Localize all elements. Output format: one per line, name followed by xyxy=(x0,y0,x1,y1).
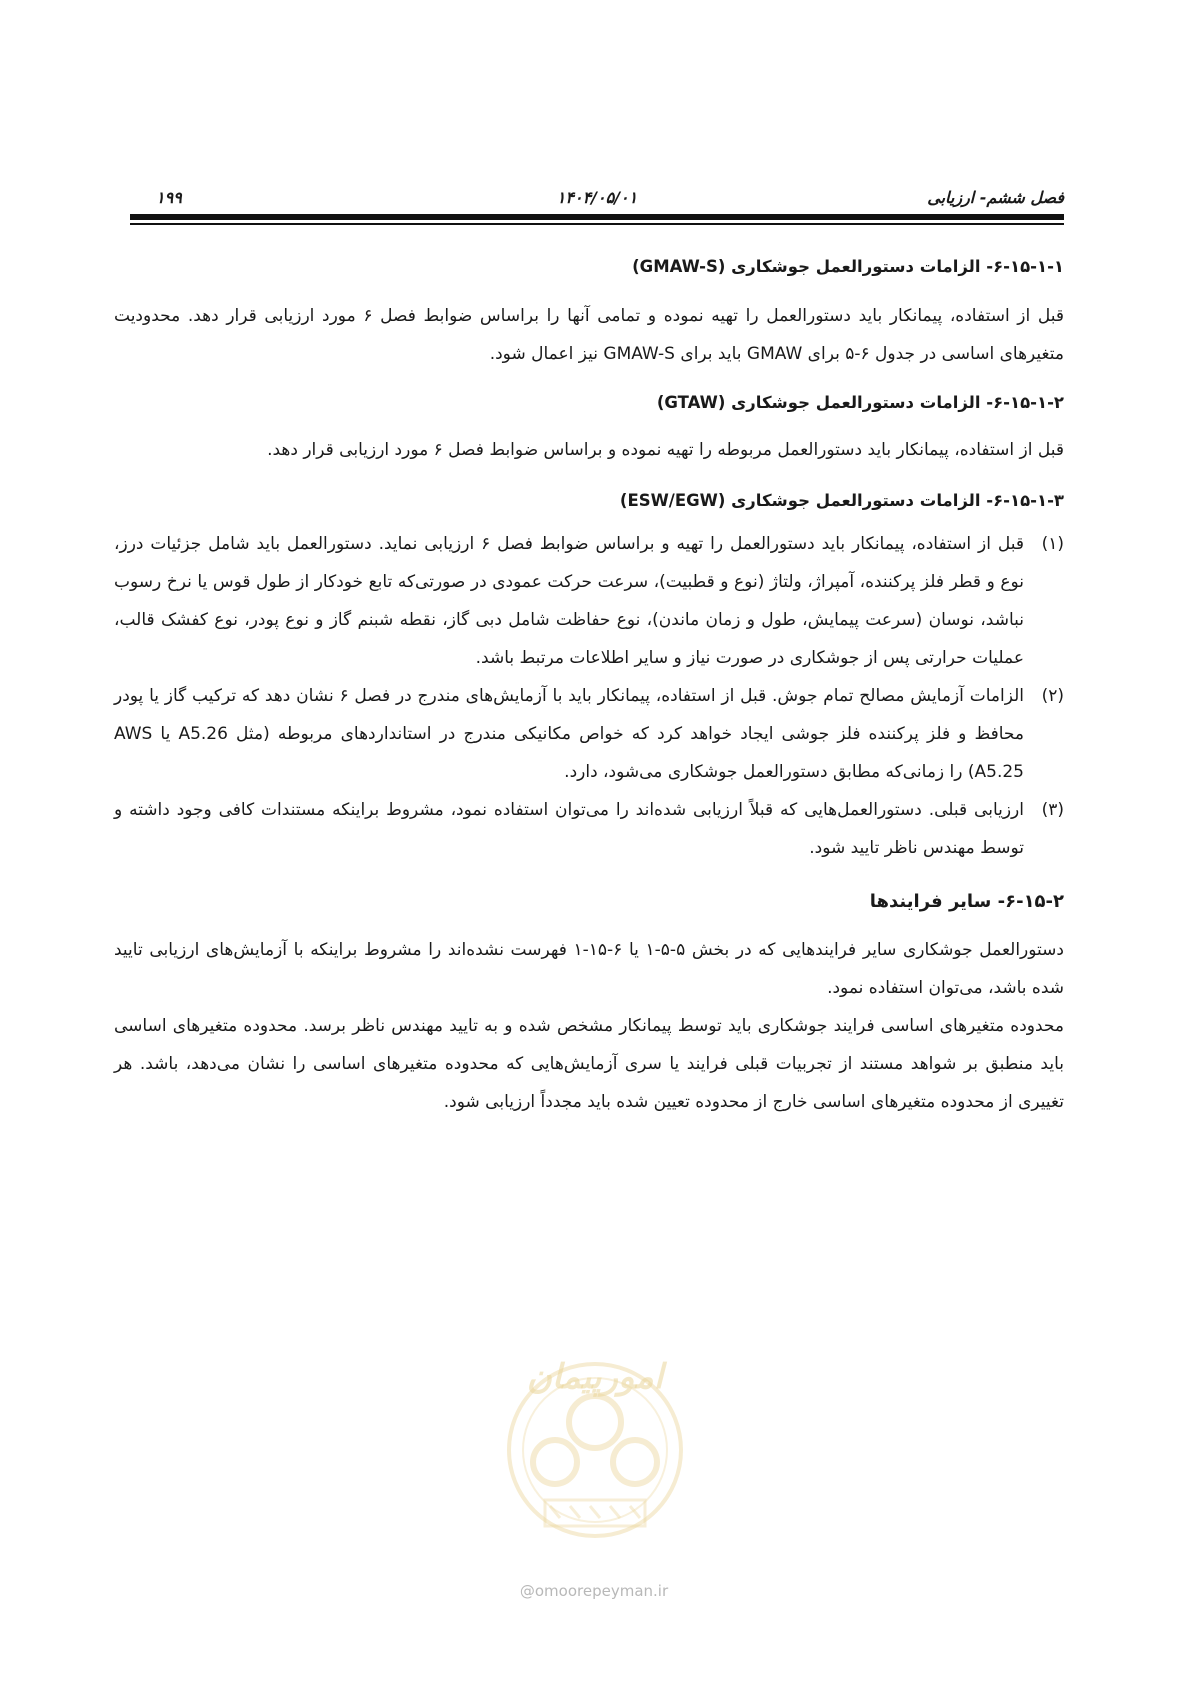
body-content xyxy=(114,255,1064,1121)
list-item xyxy=(114,791,1064,867)
list-item xyxy=(114,677,1064,791)
list-item-text: الزامات آزمایش مصالح تمام جوش. قبل از استفاده، پیمانکار باید با آزمایش‌های مندرج در فصل ۶ نشان دهد که ترکیب گاز یا پودر محافظ و فلز پرکننده فلز جوشی ایجاد خواهد کرد که خواص مکانیکی مندرج در استانداردهای مربوطه (مثل A5.26 یا AWS A5.25) را زمانی‌که مطابق دستورالعمل جوشکاری می‌شود، دارد. xyxy=(114,686,1025,782)
list-item-text: ارزیابی قبلی. دستورالعمل‌هایی که قبلاً ارزیابی شده‌اند را می‌توان استفاده نمود، مشروط براینکه مستندات کافی وجود داشته و توسط مهندس ناظر تایید شود. xyxy=(114,800,1024,858)
paragraph-other-processes-2: محدوده متغیرهای اساسی فرایند جوشکاری باید توسط پیمانکار مشخص شده و به تایید مهندس ناظر برسد. محدوده متغیرهای اساسی باید منطبق بر شواهد مستند از تجربیات قبلی فرایند یا سری آزمایش‌هایی که محدوده متغیرهای اساسی را نشان می‌دهد، باشد. هر تغییری از محدوده متغیرهای اساسی خارج از محدوده تعیین شده باید مجدداً ارزیابی شود. xyxy=(114,1016,1064,1112)
header-rule-thin xyxy=(130,223,1064,225)
requirements-list xyxy=(114,525,1064,867)
paragraph-other-processes-1: دستورالعمل جوشکاری سایر فرایندهایی که در بخش ۵-۵-۱ یا ۶-۱۵-۱ فهرست نشده‌اند را مشروط براینکه با آزمایش‌های ارزیابی تایید شده باشد، می‌توان استفاده نمود. xyxy=(114,940,1064,998)
list-item-text: قبل از استفاده، پیمانکار باید دستورالعمل را تهیه و براساس ضوابط فصل ۶ ارزیابی نماید. دستورالعمل باید شامل جزئیات درز، نوع و قطر فلز پرکننده، آمپراژ، ولتاژ (نوع و قطبیت)، سرعت حرکت عمودی در صورتی‌که تابع خودکار از طول قوس یا نرخ رسوب نباشد، نوسان (سرعت پیمایش، طول و زمان ماندن)، نوع حفاظت شامل دبی گاز، نقطه شبنم گاز و نوع پودر، نوع کفشک قالب، عملیات حرارتی پس از جوشکاری در صورت نیاز و سایر اطلاعات مرتبط باشد. xyxy=(114,534,1024,668)
section-heading-esw-egw: ۶-۱۵-۱-۳- الزامات دستورالعمل جوشکاری (ESW/EGW) xyxy=(619,491,1064,510)
section-heading-gmaw-s: ۶-۱۵-۱-۱- الزامات دستورالعمل جوشکاری (GMAW-S) xyxy=(632,257,1064,276)
section-heading-other-processes: ۶-۱۵-۲- سایر فرایندها xyxy=(869,891,1064,912)
paragraph-gmaw-s: قبل از استفاده، پیمانکار باید دستورالعمل را تهیه نموده و تمامی آنها را براساس ضوابط فصل ۶ مورد ارزیابی قرار دهد. محدودیت متغیرهای اساسی در جدول ۶-۵ برای GMAW باید برای GMAW-S نیز اعمال شود. xyxy=(114,306,1064,364)
header-date: ۱۴۰۴/۰۵/۰۱ xyxy=(556,188,638,207)
page-header xyxy=(130,188,1064,210)
section-heading-gtaw: ۶-۱۵-۱-۲- الزامات دستورالعمل جوشکاری (GTAW) xyxy=(656,393,1064,412)
list-item-number: (۲) xyxy=(1041,686,1064,706)
page-number: ۱۹۹ xyxy=(156,188,182,207)
svg-text:امورپیمان: امورپیمان xyxy=(526,1357,664,1397)
header-rule-thick xyxy=(130,214,1064,220)
list-item-number: (۱) xyxy=(1041,534,1064,554)
watermark-logo xyxy=(490,1330,700,1605)
watermark-url: @omoorepeyman.ir xyxy=(519,1582,669,1600)
list-item-number: (۳) xyxy=(1041,800,1064,820)
chapter-title: فصل ششم- ارزیابی xyxy=(927,188,1064,207)
list-item xyxy=(114,525,1064,677)
paragraph-gtaw: قبل از استفاده، پیمانکار باید دستورالعمل مربوطه را تهیه نموده و براساس ضوابط فصل ۶ مورد ارزیابی قرار دهد. xyxy=(267,440,1064,460)
